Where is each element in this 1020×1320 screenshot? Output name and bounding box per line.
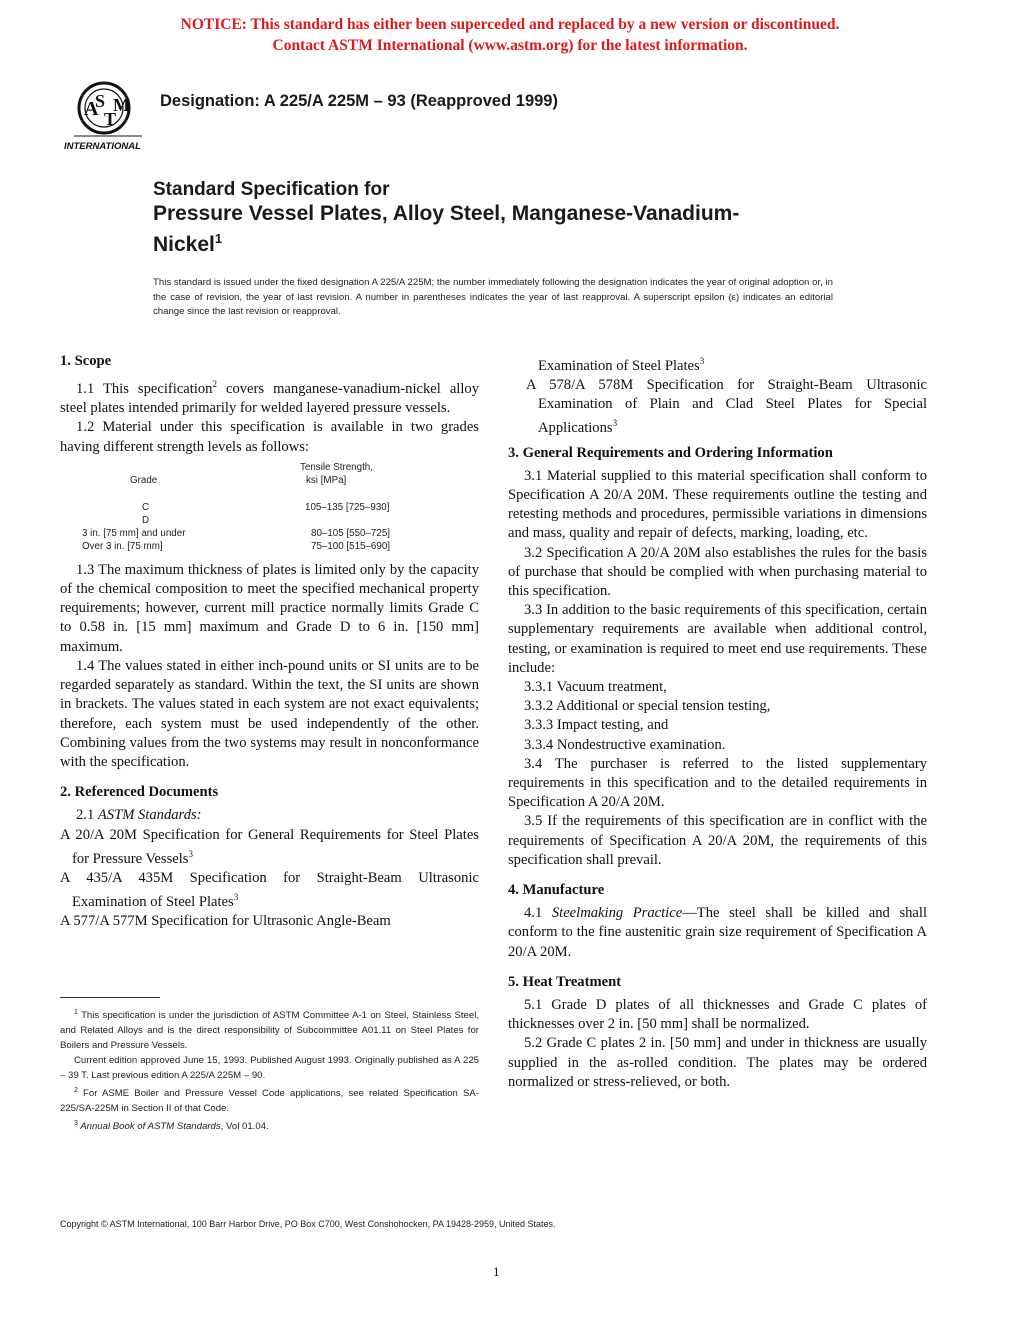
logo-caption: INTERNATIONAL [64,141,141,152]
astm-logo [60,78,148,156]
ref-a435-mark: 3 [233,891,239,902]
item-3-3-2: 3.3.2 Additional or special tension testing, [524,698,771,715]
section-1-heading: 1. Scope [60,353,112,369]
notice-line-2: Contact ASTM International (www.astm.org) for the latest information. [272,37,748,54]
section-2-heading: 2. Referenced Documents [60,784,219,801]
section-4-heading: 4. Manufacture [508,882,605,898]
table-row-3-value: 80–105 [550–725] [311,527,390,539]
svg-text:S: S [95,91,106,111]
item-3-3-3: 3.3.3 Impact testing, and [524,717,669,734]
section-5-heading: 5. Heat Treatment [508,973,622,990]
para-1-3: 1.3 The maximum thickness of plates is limited only by the capacity of the chemical composition to meet the specified mechanical property requirements; however, current mill practice normally limits Grade C to 0.58 in. [15 mm] maximum and Grade D to 6 in. [150 mm] maximum. [60,561,479,655]
footnote-2-mark: 2 [74,1087,78,1095]
table-row-4-value: 75–100 [515–690] [311,540,390,552]
footnotes [60,1005,479,1135]
ref-a435 [60,869,479,912]
para-4-1-label: 4.1 [524,905,552,922]
para-3-4: 3.4 The purchaser is referred to the listed supplementary requirements in this specification and to the detailed requirements in Specification A 20/A 20M. [508,755,927,811]
footnote-3-mark: 3 [74,1120,78,1128]
ref-a577-part2 [508,352,927,376]
footnote-1 [60,1005,479,1053]
astm-logo-icon [60,78,148,156]
para-2-1 [60,806,479,825]
para-1-1 [60,375,479,418]
ref-a20-text: A 20/A 20M Specification for General Requirements for Steel Plates for Pressure Vessels [60,826,479,867]
table-header-tensile-2: ksi [MPa] [306,474,347,486]
para-1-2: 1.2 Material under this specification is available in two grades having different strength levels as follows: [60,419,479,455]
para-1-1-post: covers manganese-vanadium-nickel alloy steel plates intended primarily for welded layered pressure vessels. [60,381,479,417]
ref-a20-mark: 3 [188,848,193,859]
svg-text:T: T [104,109,117,129]
para-2-1-label: 2.1 [76,807,98,824]
right-column [508,352,927,1092]
para-5-2: 5.2 Grade C plates 2 in. [50 mm] and under in thickness are usually supplied in the as-rolled condition. The plates may be ordered normalized or stress-relieved, or both. [508,1035,927,1090]
table-grade-c: C [142,501,150,513]
grade-table [60,461,479,579]
copyright: Copyright © ASTM International, 100 Barr Harbor Drive, PO Box C700, West Conshohocken, PA 19428-2959, United States. [60,1219,556,1229]
item-3-3-4: 3.3.4 Nondestructive examination. [524,736,726,753]
ref-a578-mark: 3 [612,418,618,429]
para-4-1-text: —The steel shall be killed and shall conform to the fine austenitic grain size requirement of Specification A 20/A 20M. [508,905,928,960]
table-grade-c-value: 105–135 [725–930] [305,501,390,513]
svg-text:A: A [84,98,99,120]
footnote-1-mark: 1 [74,1009,78,1016]
ref-a577-part1: A 577/A 577M Specification for Ultrasonic Angle-Beam [60,913,391,930]
para-1-1-pre: 1.1 This specification [76,381,213,398]
footnote-2 [60,1083,479,1116]
footnote-3-italic: Annual Book of ASTM Standards [77,1121,221,1133]
table-row-4-label: Over 3 in. [75 mm] [82,540,163,552]
para-3-3: 3.3 In addition to the basic requirements of this specification, certain supplementary requirements are available when additional control, testing, or examination is required to meet end use requirements. These include: [508,602,927,676]
issued-note: This standard is issued under the fixed designation A 225/A 225M; the number immediately following the designation indicates the year of original adoption or, in the case of revision, the year of last revision. A number in parentheses indicates the year of last reapproval. A superscript epsilon (ε) indicates an editorial change since the last revision or reapproval. [153,277,833,317]
title-line-1: Standard Specification for [153,179,390,200]
document-title [153,178,853,257]
ref-a578-text: A 578/A 578M Specification for Straight-Beam Ultrasonic Examination of Plain and Clad Steel Plates for Special Applications [526,377,927,437]
title-line-2: Pressure Vessel Plates, Alloy Steel, Manganese-Vanadium- [153,202,740,225]
page-number: 1 [493,1264,500,1279]
ref-a435-text: A 435/A 435M Specification for Straight-Beam Ultrasonic Examination of Steel Plates [60,869,479,910]
footnote-3-tail: , Vol 01.04. [220,1121,269,1133]
footnote-1b: Current edition approved June 15, 1993. Published August 1993. Originally published as A 225 – 39 T. Last previous edition A 225/A 225M – 90. [60,1055,479,1082]
ref-a20 [60,826,479,869]
footnote-3 [60,1116,479,1134]
title-line-3 [153,226,853,257]
title-line-3-text: Nickel [153,233,215,256]
para-4-1-italic: Steelmaking Practice [551,905,683,922]
para-3-2: 3.2 Specification A 20/A 20M also establishes the rules for the basis of purchase that should be complied with when purchasing material to this specification. [508,544,927,599]
ref-a578 [508,376,927,438]
table-row-3-label: 3 in. [75 mm] and under [82,527,186,539]
item-3-3-1: 3.3.1 Vacuum treatment, [524,678,667,695]
para-1-4: 1.4 The values stated in either inch-pound units or SI units are to be regarded separately as standard. Within the text, the SI units are shown in brackets. The values stated in each system are not exact equivalents; therefore, each system must be used independently of the other. Combining values from the two systems may result in nonconformance with the specification. [60,657,479,770]
title-footnote-mark: 1 [214,231,223,246]
notice-line-1: NOTICE: This standard has either been superceded and replaced by a new version or discontinued. [180,16,840,33]
left-column [60,352,479,931]
ref-a577-part2-text: Examination of Steel Plates [538,357,700,374]
table-grade-d: D [142,514,150,526]
notice-banner [0,14,1020,56]
footnote-ref-2: 2 [212,379,217,390]
table-header-tensile-1: Tensile Strength, [300,461,373,473]
footnote-divider [60,997,160,998]
ref-a577-mark: 3 [699,356,705,366]
para-4-1 [508,904,927,962]
designation: Designation: A 225/A 225M – 93 (Reapproved 1999) [160,92,558,110]
section-3-heading: 3. General Requirements and Ordering Information [508,444,833,461]
para-3-1: 3.1 Material supplied to this material specification shall conform to Specification A 20/A 20M. These requirements outline the testing and retesting methods and procedures, permissible variations in dimensions and mass, quality and repair of defects, marking, loading, etc. [508,467,927,542]
footnote-1-text: This specification is under the jurisdiction of ASTM Committee A-1 on Steel, Stainless Steel, and Related Alloys and is the direct responsibility of Subcommittee A01.11 on Steel Plates for Boilers and Pressure Vessels. [60,1010,479,1052]
para-3-5: 3.5 If the requirements of this specification are in conflict with the requirements of Specification A 20/A 20M, the requirements of this specification shall prevail. [508,813,927,868]
para-2-1-italic: ASTM Standards: [97,807,202,824]
svg-text:M: M [113,95,130,115]
footnote-2-text: For ASME Boiler and Pressure Vessel Code applications, see related Specification SA-225/SA-225M in Section II of that Code. [60,1088,479,1115]
table-header-grade: Grade [130,474,158,486]
para-5-1: 5.1 Grade D plates of all thicknesses and Grade C plates of thicknesses over 2 in. [50 mm] shall be normalized. [508,997,927,1033]
